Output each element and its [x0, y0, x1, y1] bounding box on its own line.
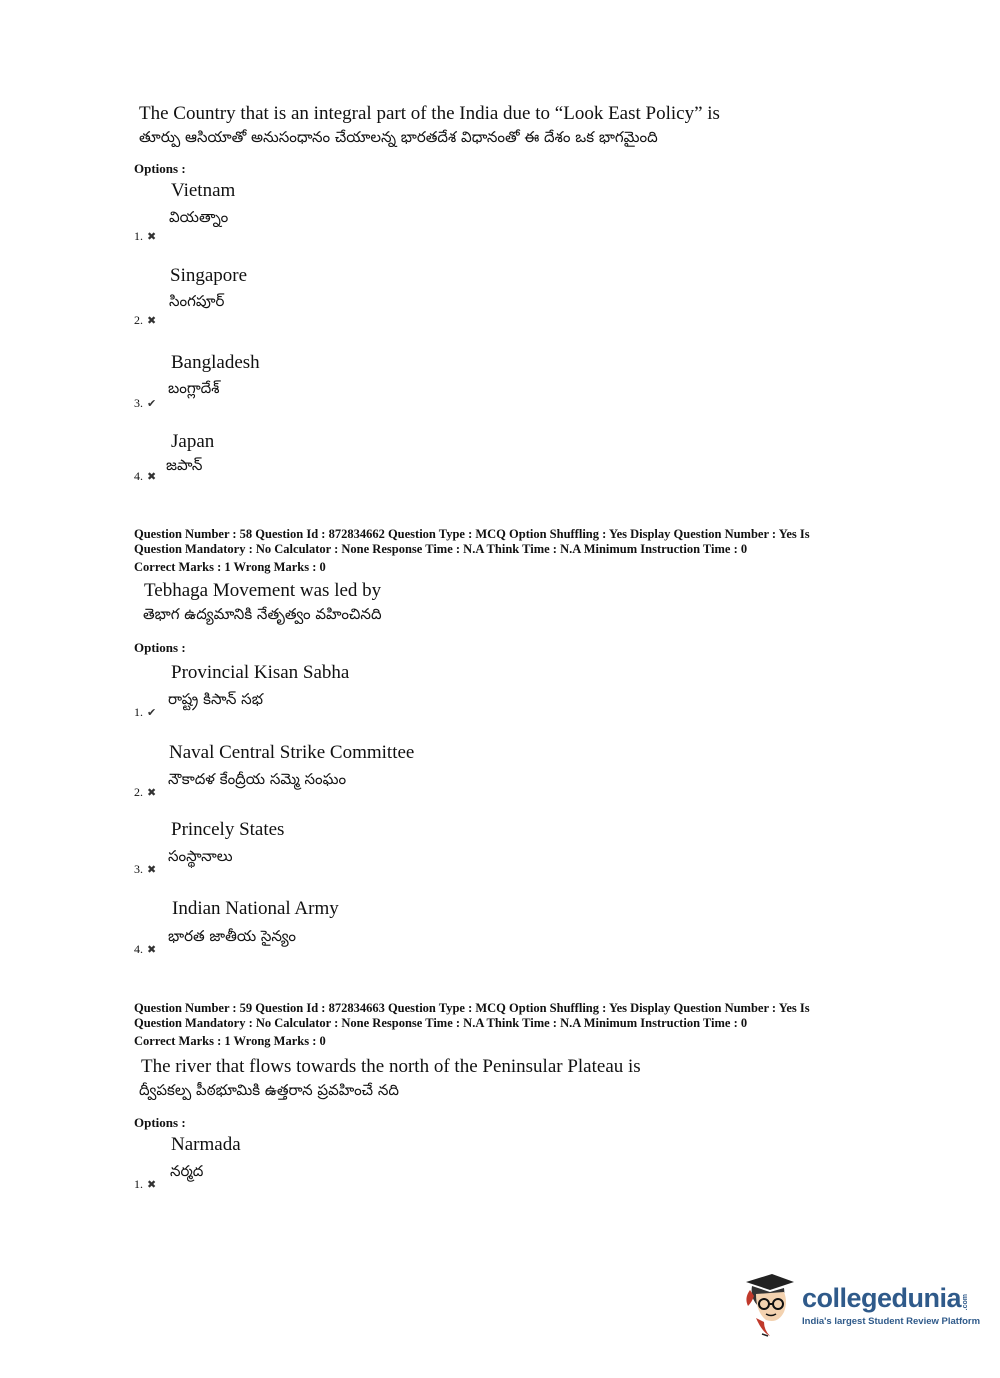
collegedunia-logo — [742, 1272, 980, 1338]
mascot-icon — [742, 1272, 800, 1338]
meta-line: Question Number : 59 Question Id : 872834663 Question Type : MCQ Option Shuffling : Yes Display Question Number : Yes Is — [134, 1001, 810, 1015]
option-en: Vietnam — [171, 180, 236, 201]
option-number: 2. ✖ — [134, 785, 157, 799]
question-59-meta — [134, 1001, 864, 1031]
check-icon: ✔ — [147, 397, 157, 410]
option-te: వియత్నాం — [169, 208, 229, 226]
options-label: Options : — [134, 640, 186, 655]
cross-icon: ✖ — [147, 786, 157, 799]
cross-icon: ✖ — [147, 470, 157, 483]
option-te: జపాన్ — [166, 456, 203, 474]
cross-icon: ✖ — [147, 943, 157, 956]
cross-icon: ✖ — [147, 1178, 157, 1191]
option-te: భారత జాతీయ సైన్యం — [168, 927, 296, 945]
option-en: Bangladesh — [171, 352, 260, 373]
question-59-marks: Correct Marks : 1 Wrong Marks : 0 — [134, 1034, 326, 1048]
logo-name: collegedunia — [802, 1283, 962, 1313]
option-number: 2. ✖ — [134, 313, 157, 327]
question-59-text-en: The river that flows towards the north of the Peninsular Plateau is — [141, 1056, 641, 1077]
option-number: 3. ✔ — [134, 396, 157, 410]
option-te: సింగపూర్ — [169, 292, 225, 310]
option-number: 3. ✖ — [134, 862, 157, 876]
option-en: Indian National Army — [172, 898, 339, 919]
option-en: Singapore — [170, 265, 248, 286]
meta-line: Question Mandatory : No Calculator : None Response Time : N.A Think Time : N.A Minimum Instruction Time : 0 — [134, 542, 748, 556]
logo-tagline: India's largest Student Review Platform — [802, 1316, 981, 1327]
cross-icon: ✖ — [147, 863, 157, 876]
option-en: Japan — [171, 431, 215, 452]
option-te: బంగ్లాదేశ్ — [168, 379, 220, 397]
check-icon: ✔ — [147, 706, 157, 719]
logo-suffix: .com — [962, 1293, 970, 1310]
logo-text-block — [802, 1283, 980, 1327]
question-58-text-te: తెభాగ ఉద్యమానికి నేతృత్వం వహించినది — [143, 605, 382, 623]
question-57-text-en: The Country that is an integral part of the India due to “Look East Policy” is — [139, 103, 720, 124]
option-te: నర్మద — [170, 1162, 204, 1180]
option-te: నౌకాదళ కేంద్రీయ సమ్మె సంఘం — [168, 770, 347, 788]
option-number: 4. ✖ — [134, 469, 157, 483]
option-number: 1. ✔ — [134, 705, 157, 719]
option-en: Provincial Kisan Sabha — [171, 662, 350, 683]
options-label: Options : — [134, 1115, 186, 1130]
option-number: 1. ✖ — [134, 1177, 157, 1191]
option-en: Naval Central Strike Committee — [169, 742, 415, 763]
meta-line: Question Mandatory : No Calculator : None Response Time : N.A Think Time : N.A Minimum Instruction Time : 0 — [134, 1016, 748, 1030]
option-number: 4. ✖ — [134, 942, 157, 956]
question-57-text-te: తూర్పు ఆసియాతో అనుసంధానం చేయాలన్న భారతదేశ విధానంతో ఈ దేశం ఒక భాగమైంది — [139, 128, 658, 146]
question-59-text-te: ద్వీపకల్ప పీఠభూమికి ఉత్తరాన ప్రవహించే నది — [139, 1081, 399, 1099]
question-58-text-en: Tebhaga Movement was led by — [144, 580, 382, 601]
options-label: Options : — [134, 161, 186, 176]
option-en: Narmada — [171, 1134, 241, 1155]
meta-line: Question Number : 58 Question Id : 872834662 Question Type : MCQ Option Shuffling : Yes Display Question Number : Yes Is — [134, 527, 810, 541]
option-te: సంస్థానాలు — [168, 847, 233, 865]
question-58-meta — [134, 527, 864, 557]
question-58-marks: Correct Marks : 1 Wrong Marks : 0 — [134, 560, 326, 574]
cross-icon: ✖ — [147, 314, 157, 327]
cross-icon: ✖ — [147, 230, 157, 243]
option-number: 1. ✖ — [134, 229, 157, 243]
option-te: రాష్ట్ర కిసాన్ సభ — [168, 690, 263, 708]
option-en: Princely States — [171, 819, 285, 840]
